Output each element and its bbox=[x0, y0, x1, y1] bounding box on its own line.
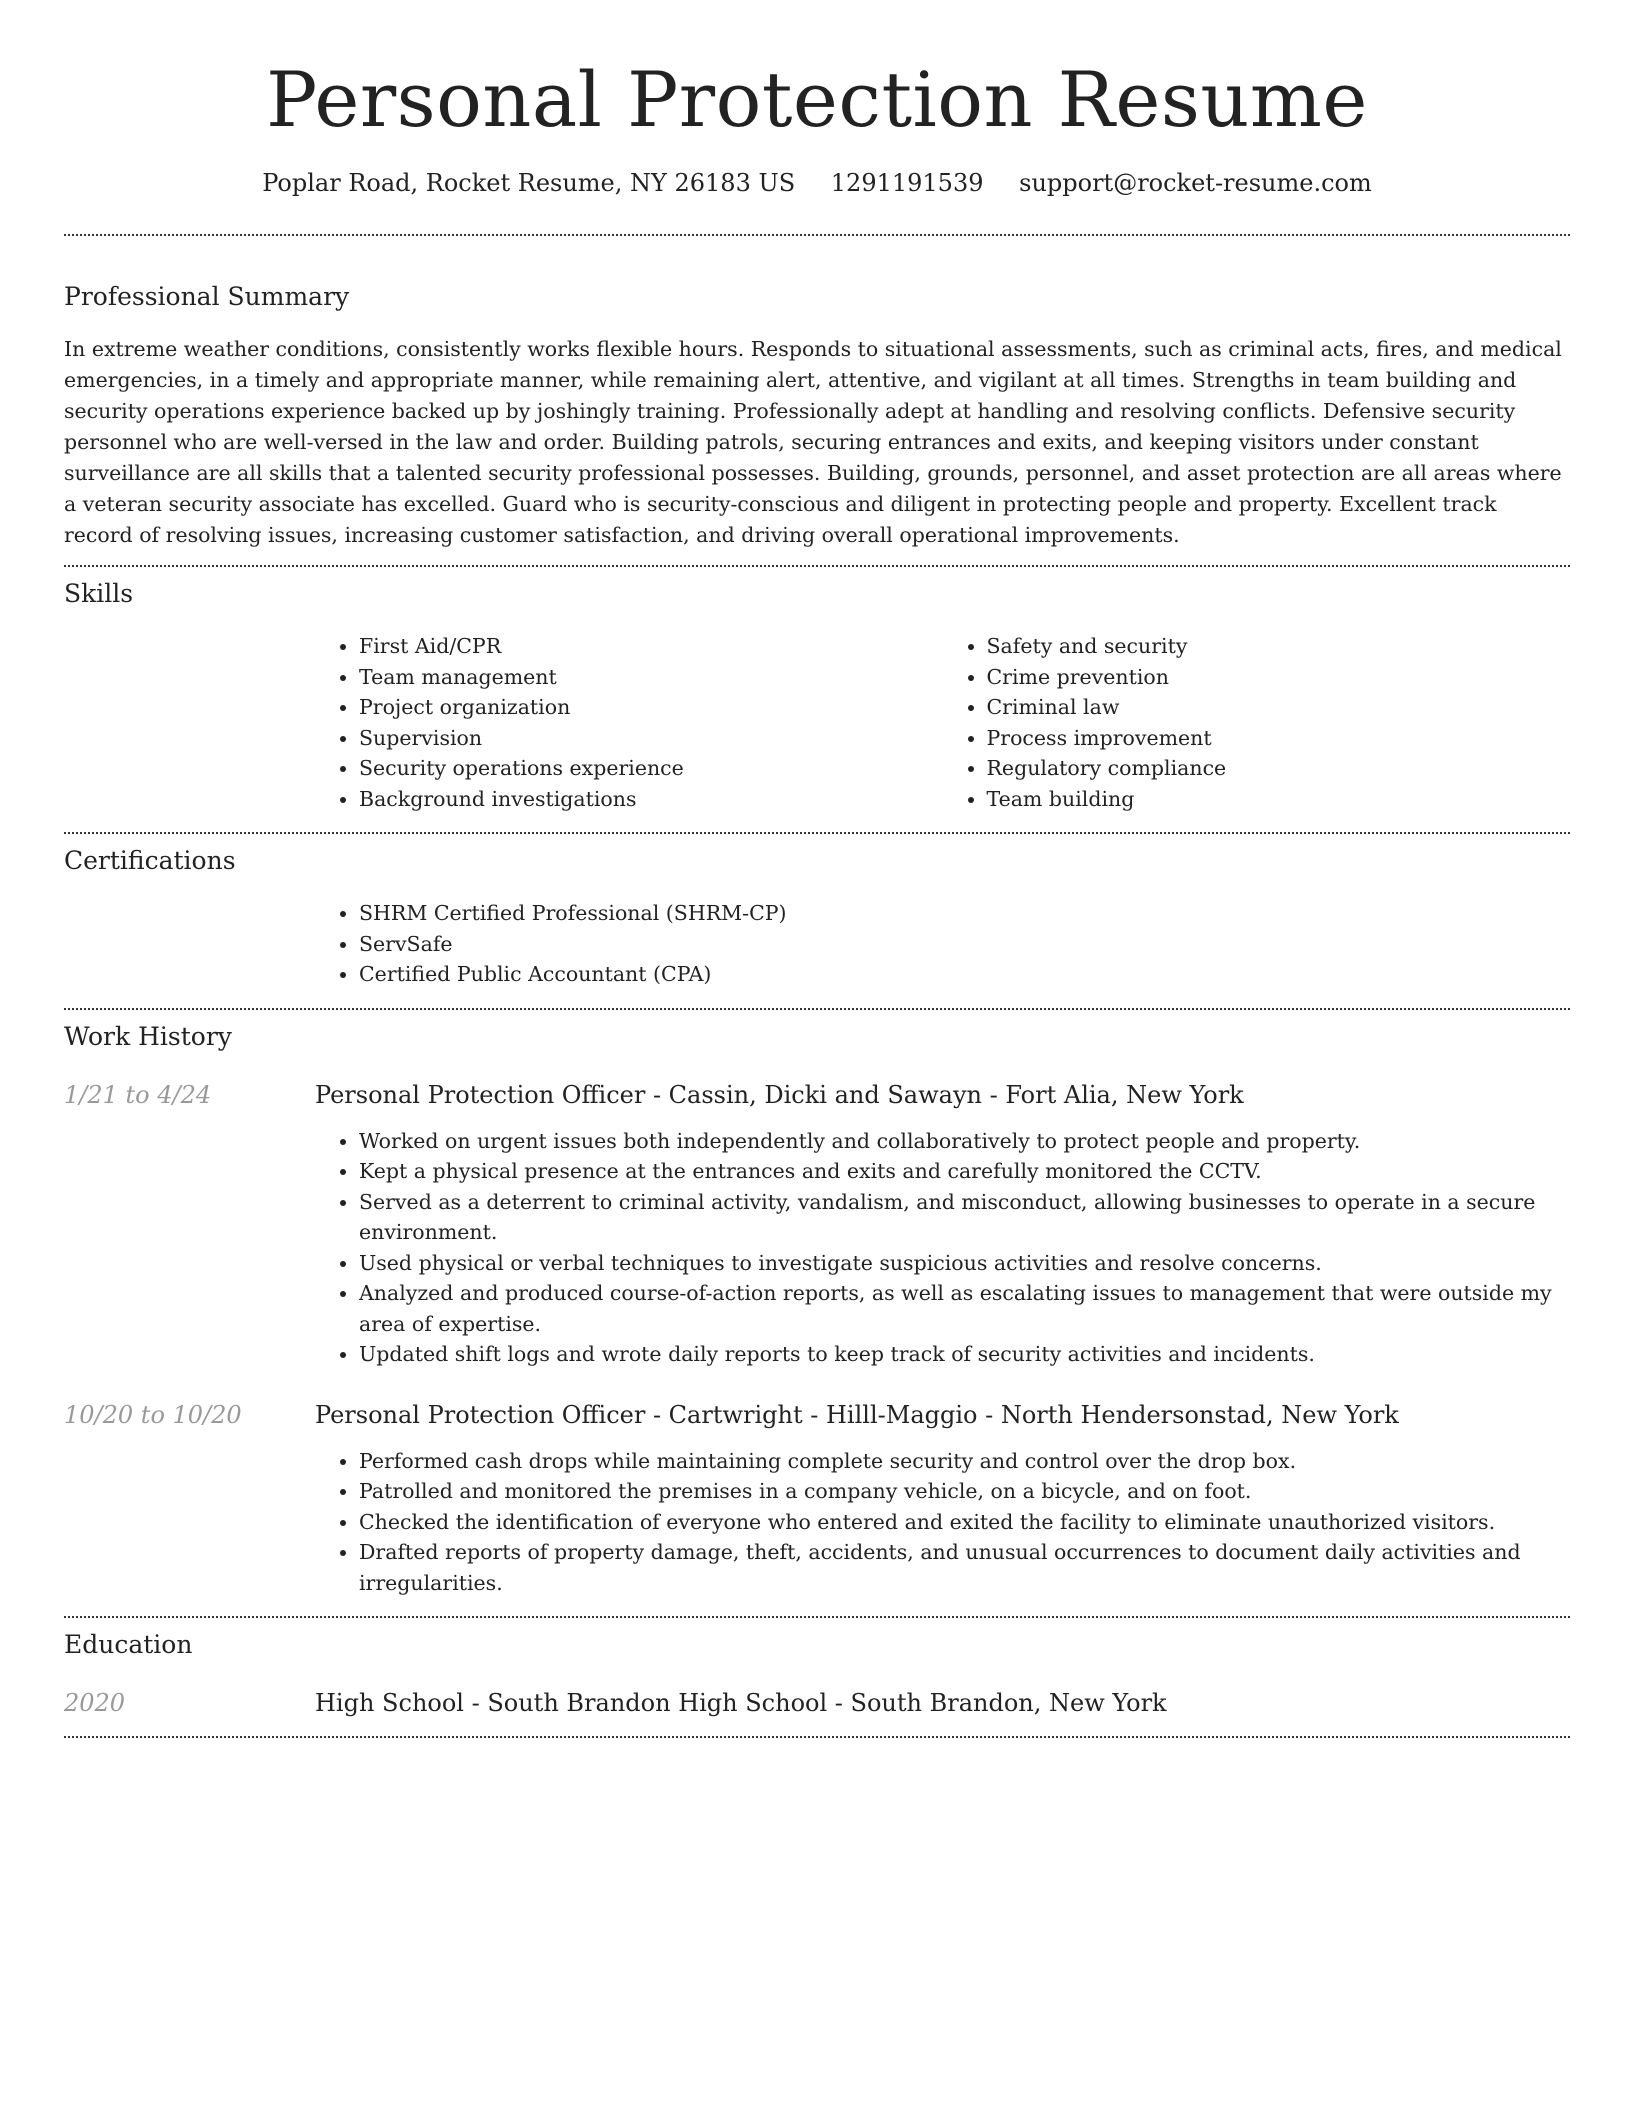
job-header bbox=[64, 1398, 1570, 1432]
summary-section bbox=[64, 280, 1570, 551]
list-item: • Supervision bbox=[359, 723, 943, 754]
job-heading: Personal Protection Officer - Cartwright - Hilll-Maggio - North Hendersonstad, New York bbox=[315, 1400, 1399, 1429]
list-item: • Kept a physical presence at the entrances and exits and carefully monitored the CCTV. bbox=[359, 1156, 1570, 1187]
list-item: • Project organization bbox=[359, 692, 943, 723]
job-dates: 10/20 to 10/20 bbox=[64, 1400, 242, 1429]
resume-title: Personal Protection Resume bbox=[266, 55, 1368, 144]
job-bullets bbox=[315, 1446, 1570, 1599]
divider bbox=[64, 234, 1570, 236]
list-item: • Background investigations bbox=[359, 784, 943, 815]
list-item: • Certified Public Accountant (CPA) bbox=[359, 959, 1570, 990]
section-title-summary: Professional Summary bbox=[64, 282, 350, 311]
skills-list-right bbox=[943, 631, 1571, 814]
divider bbox=[64, 1008, 1570, 1010]
job-dates: 1/21 to 4/24 bbox=[64, 1080, 212, 1109]
contact-line bbox=[64, 166, 1570, 200]
skills-grid bbox=[315, 631, 1570, 814]
work-history-section bbox=[64, 1020, 1570, 1599]
list-item: • Process improvement bbox=[987, 723, 1571, 754]
job-bullets bbox=[315, 1126, 1570, 1370]
certifications-list bbox=[315, 898, 1570, 990]
section-title-education: Education bbox=[64, 1630, 193, 1659]
section-title-certifications: Certifications bbox=[64, 846, 236, 875]
resume-page bbox=[64, 0, 1570, 1738]
section-title-skills: Skills bbox=[64, 579, 134, 608]
job-entry bbox=[64, 1078, 1570, 1370]
education-heading: High School - South Brandon High School - South Brandon, New York bbox=[315, 1689, 1167, 1717]
section-title-work-history: Work History bbox=[64, 1021, 232, 1051]
summary-text: In extreme weather conditions, consistently works flexible hours. Responds to situational assessments, such as criminal acts, fires, and medical emergencies, in a timely and appropriate manner, while remaining alert, attentive, and vigilant at all times. Strengths in team building and security operations experience backed up by joshingly training. Professionally adept at handling and resolving conflicts. Defensive security personnel who are well-versed in the law and order. Building patrols, securing entrances and exits, and keeping visitors under constant surveillance are all skills that a talented security professional possesses. Building, grounds, personnel, and asset protection are all areas where a veteran security associate has excelled. Guard who is security-conscious and diligent in protecting people and property. Excellent track record of resolving issues, increasing customer satisfaction, and driving overall operational improvements. bbox=[64, 337, 1562, 547]
certifications-section bbox=[64, 844, 1570, 990]
list-item: • Worked on urgent issues both independently and collaboratively to protect people and property. bbox=[359, 1126, 1570, 1157]
education-section bbox=[64, 1628, 1570, 1720]
list-item: • First Aid/CPR bbox=[359, 631, 943, 662]
contact-email[interactable]: support@rocket-resume.com bbox=[1019, 169, 1372, 197]
list-item: • Updated shift logs and wrote daily reports to keep track of security activities and incidents. bbox=[359, 1339, 1570, 1370]
skills-list-left bbox=[315, 631, 943, 814]
divider bbox=[64, 1736, 1570, 1738]
divider bbox=[64, 832, 1570, 834]
divider bbox=[64, 1616, 1570, 1618]
list-item: • Crime prevention bbox=[987, 662, 1571, 693]
education-entry bbox=[64, 1686, 1570, 1720]
contact-address: Poplar Road, Rocket Resume, NY 26183 US bbox=[262, 169, 796, 197]
list-item: • Used physical or verbal techniques to investigate suspicious activities and resolve concerns. bbox=[359, 1248, 1570, 1279]
list-item: • Criminal law bbox=[987, 692, 1571, 723]
divider bbox=[64, 565, 1570, 567]
list-item: • Patrolled and monitored the premises in a company vehicle, on a bicycle, and on foot. bbox=[359, 1476, 1570, 1507]
list-item: • Team management bbox=[359, 662, 943, 693]
list-item: • Security operations experience bbox=[359, 753, 943, 784]
job-heading: Personal Protection Officer - Cassin, Dicki and Sawayn - Fort Alia, New York bbox=[315, 1080, 1244, 1109]
list-item: • Safety and security bbox=[987, 631, 1571, 662]
job-header bbox=[64, 1078, 1570, 1112]
list-item: • ServSafe bbox=[359, 929, 1570, 960]
job-entry bbox=[64, 1398, 1570, 1599]
education-year: 2020 bbox=[64, 1689, 126, 1717]
contact-phone: 1291191539 bbox=[830, 169, 984, 197]
list-item: • Regulatory compliance bbox=[987, 753, 1571, 784]
list-item: • Checked the identification of everyone who entered and exited the facility to eliminate unauthorized visitors. bbox=[359, 1507, 1570, 1538]
list-item: • SHRM Certified Professional (SHRM-CP) bbox=[359, 898, 1570, 929]
list-item: • Served as a deterrent to criminal activity, vandalism, and misconduct, allowing businesses to operate in a secure environment. bbox=[359, 1187, 1570, 1248]
skills-section bbox=[64, 577, 1570, 814]
list-item: • Performed cash drops while maintaining complete security and control over the drop box. bbox=[359, 1446, 1570, 1477]
list-item: • Team building bbox=[987, 784, 1571, 815]
list-item: • Analyzed and produced course-of-action reports, as well as escalating issues to management that were outside my area of expertise. bbox=[359, 1278, 1570, 1339]
list-item: • Drafted reports of property damage, theft, accidents, and unusual occurrences to document daily activities and irregularities. bbox=[359, 1537, 1570, 1598]
